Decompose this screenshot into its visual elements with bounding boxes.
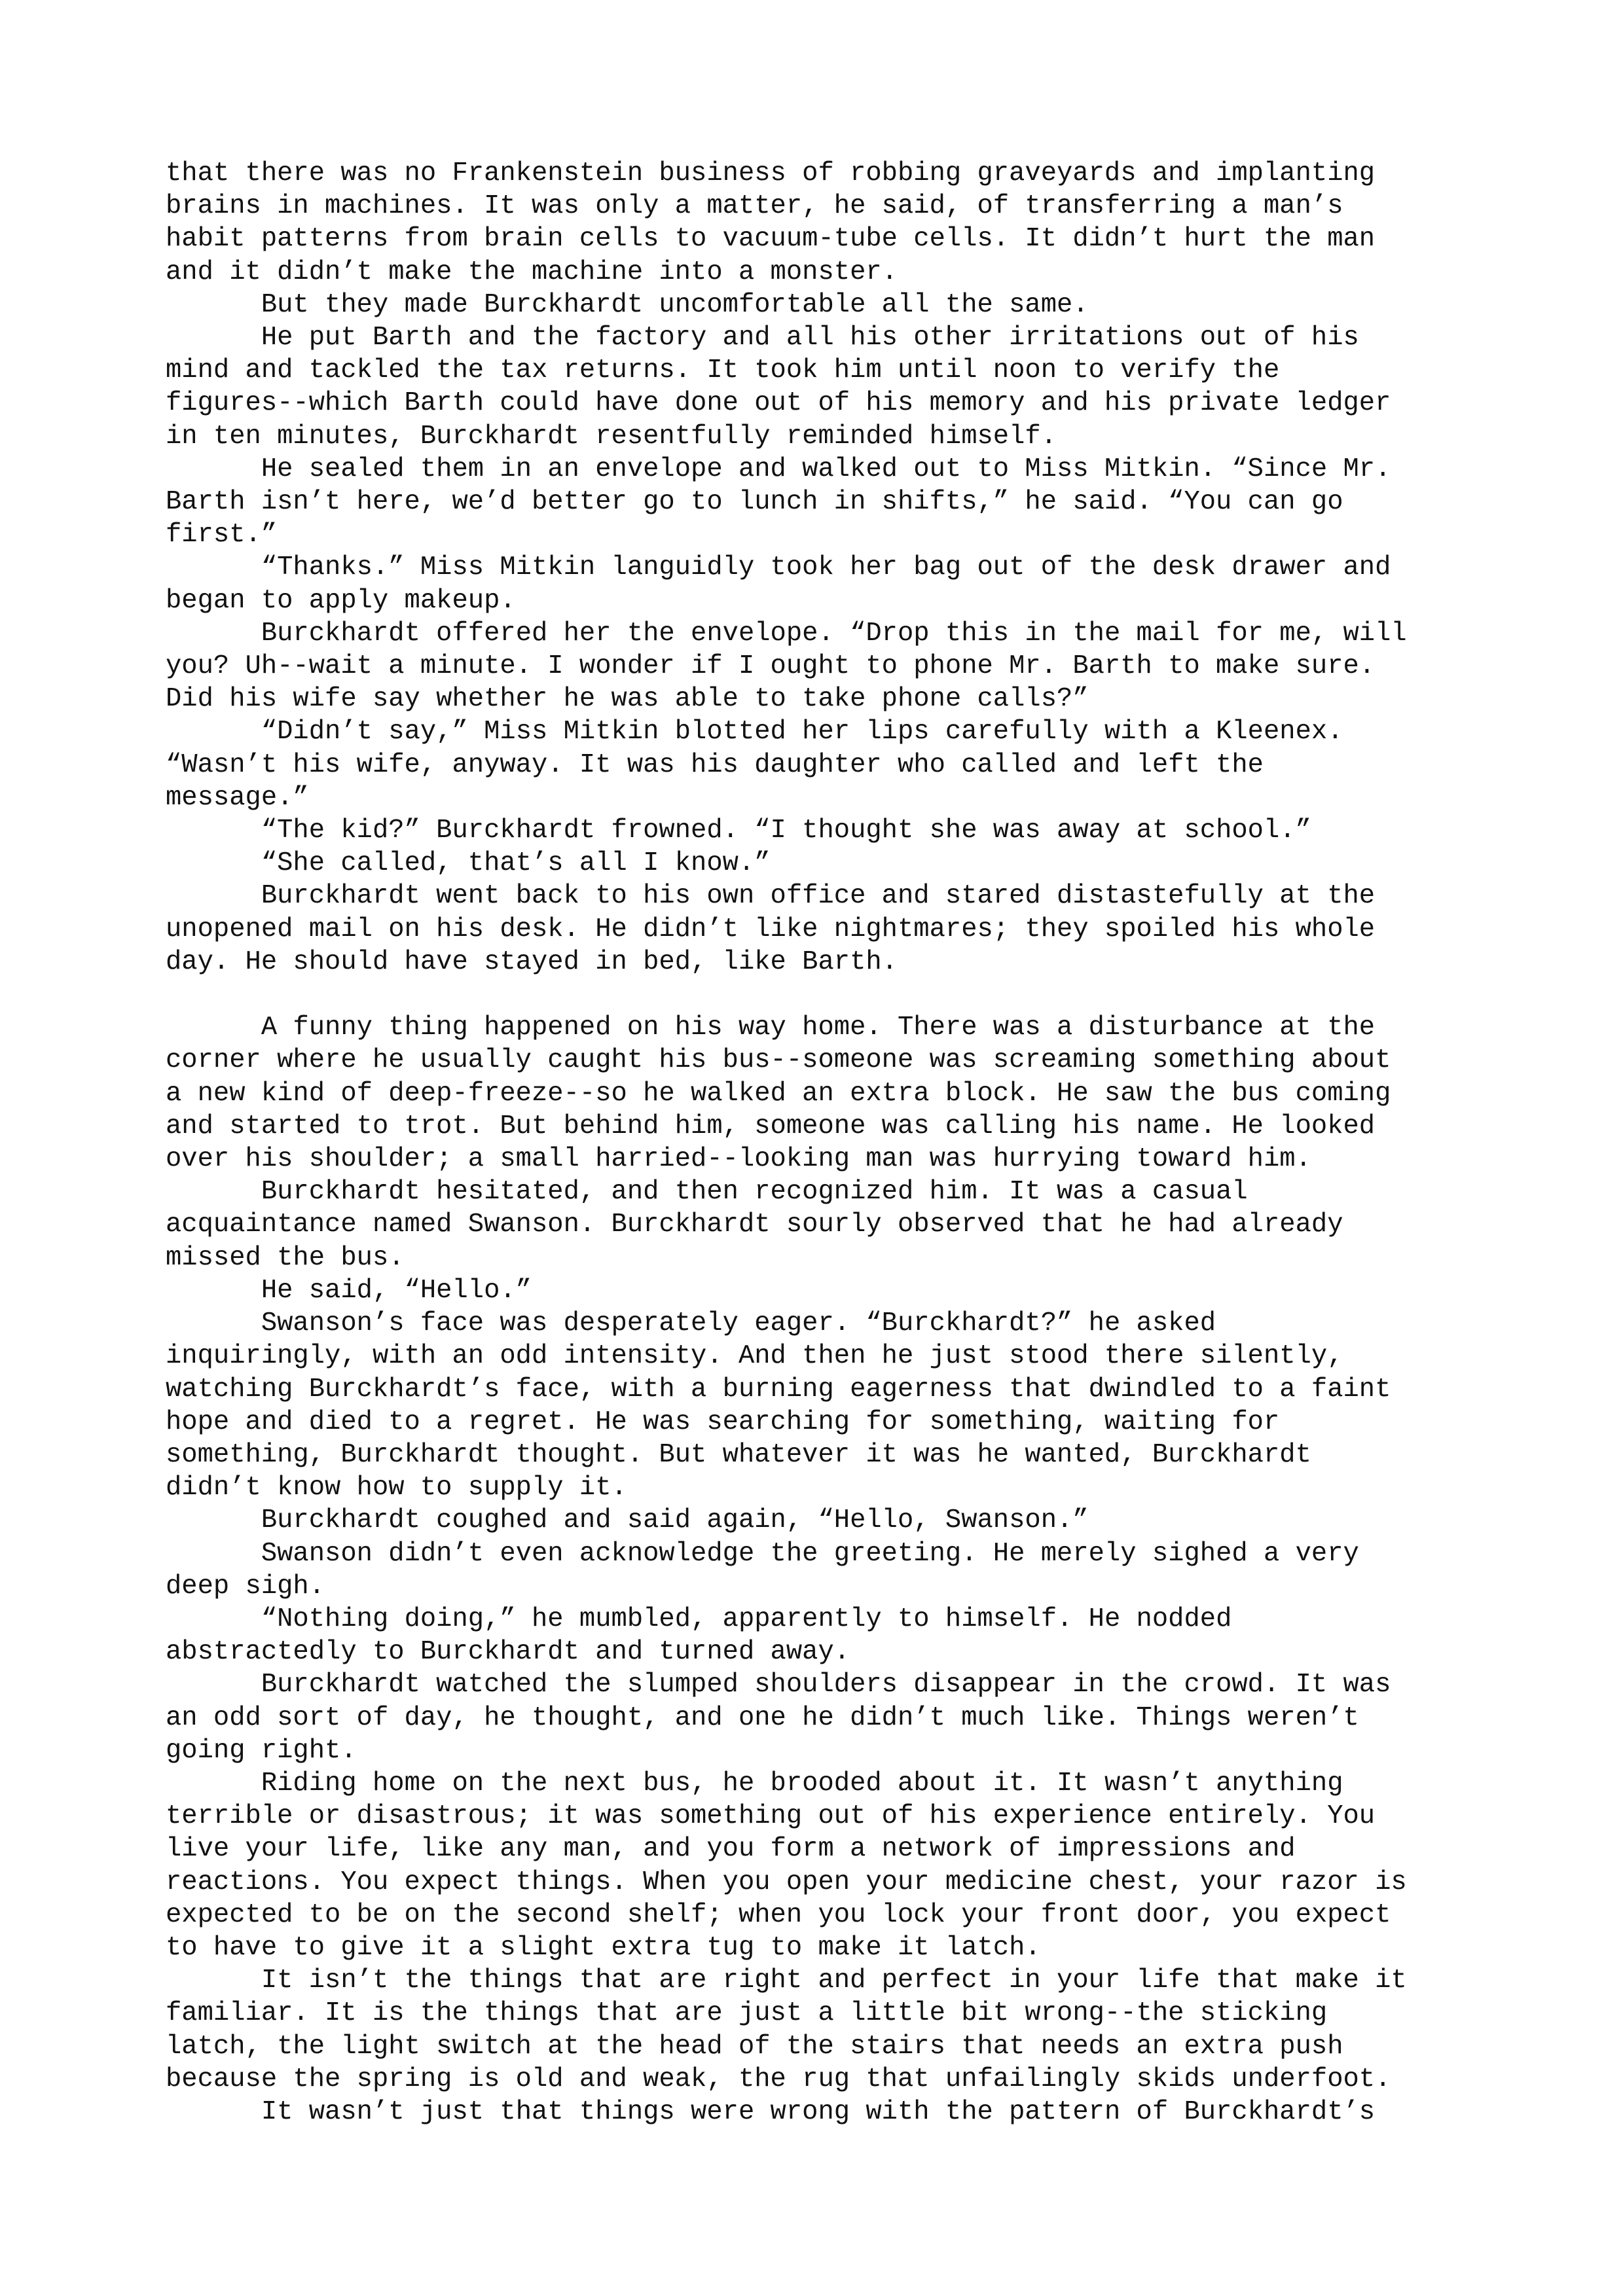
paragraph: that there was no Frankenstein business of robbing graveyards and implanting brains in machines. It was only a matter, he said, of transferring a man’s habit patterns from brain cells to vacuum-tube cells. It didn’t hurt the man and it didn’t make the machine into a monster. [166,158,1376,287]
section-break [166,978,1501,1011]
paragraph: “Nothing doing,” he mumbled, apparently to himself. He nodded abstractedly to Burckhardt and turned away. [166,1604,1232,1668]
paragraph: Burckhardt hesitated, and then recognized him. It was a casual acquaintance named Swanson. Burckhardt sourly observed that he had already missed the bus. [166,1177,1343,1273]
paragraph: He sealed them in an envelope and walked out to Miss Mitkin. “Since Mr. Barth isn’t here, we’d better go to lunch in shifts,” he said. “You can go first.” [166,454,1391,550]
paragraph: Burckhardt went back to his own office and stared distastefully at the unopened mail on his desk. He didn’t like nightmares; they spoiled his whole day. He should have stayed in bed, like Barth. [166,881,1376,977]
paragraph: It isn’t the things that are right and perfect in your life that make it familiar. It is the things that are just a little bit wrong--the sticking latch, the light switch at the head of the stairs that needs an extra push because the spring is old and weak, the rug that unfailingly skids underfoot. [166,1965,1407,2094]
paragraph: But they made Burckhardt uncomfortable all the same. [166,289,1089,320]
paragraph: He put Barth and the factory and all his other irritations out of his mind and tackled the tax returns. It took him until noon to verify the figures--which Barth could have done out of his memory and his private ledger in ten minutes, Burckhardt resentfully reminded himself. [166,323,1391,452]
paragraph: Riding home on the next bus, he brooded about it. It wasn’t anything terrible or disastrous; it was something out of his experience entirely. You live your life, like any man, and you form a network of impressions and reactions. You expect things. When you open your medicine chest, your razor is expected to be on the second shelf; when you lock your front door, you expect to have to give it a slight extra tug to make it latch. [166,1768,1407,1963]
paragraph: Swanson’s face was desperately eager. “Burckhardt?” he asked inquiringly, with an odd intensity. And then he just stood there silently, watching Burckhardt’s face, with a burning eagerness that dwindled to a faint hope and died to a regret. He was searching for something, waiting for something, Burckhardt thought. But whatever it was he wanted, Burckhardt didn’t know how to supply it. [166,1308,1391,1503]
document-page [166,157,1501,2128]
paragraph: “Thanks.” Miss Mitkin languidly took her bag out of the desk drawer and began to apply makeup. [166,552,1391,616]
paragraph: “Didn’t say,” Miss Mitkin blotted her lips carefully with a Kleenex. “Wasn’t his wife, anyway. It was his daughter who called and left the message.” [166,717,1343,813]
paragraph: “She called, that’s all I know.” [166,848,771,879]
paragraph: Burckhardt offered her the envelope. “Drop this in the mail for me, will you? Uh--wait a minute. I wonder if I ought to phone Mr. Barth to make sure. Did his wife say whether he was able to take phone calls?” [166,618,1407,715]
paragraph: Burckhardt coughed and said again, “Hello, Swanson.” [166,1505,1089,1536]
paragraph: “The kid?” Burckhardt frowned. “I thought she was away at school.” [166,816,1311,846]
paragraph: It wasn’t just that things were wrong with the pattern of Burckhardt’s [166,2096,1376,2127]
paragraph: Burckhardt watched the slumped shoulders disappear in the crowd. It was an odd sort of day, he thought, and one he didn’t much like. Things weren’t going right. [166,1670,1391,1766]
paragraph: Swanson didn’t even acknowledge the greeting. He merely sighed a very deep sigh. [166,1538,1359,1602]
paragraph: He said, “Hello.” [166,1275,532,1306]
paragraph: A funny thing happened on his way home. There was a disturbance at the corner where he usually caught his bus--someone was screaming something about a new kind of deep-freeze--so he walked an extra block. He saw the bus coming and started to trot. But behind him, someone was calling his name. He looked over his shoulder; a small harried--looking man was hurrying toward him. [166,1013,1391,1175]
